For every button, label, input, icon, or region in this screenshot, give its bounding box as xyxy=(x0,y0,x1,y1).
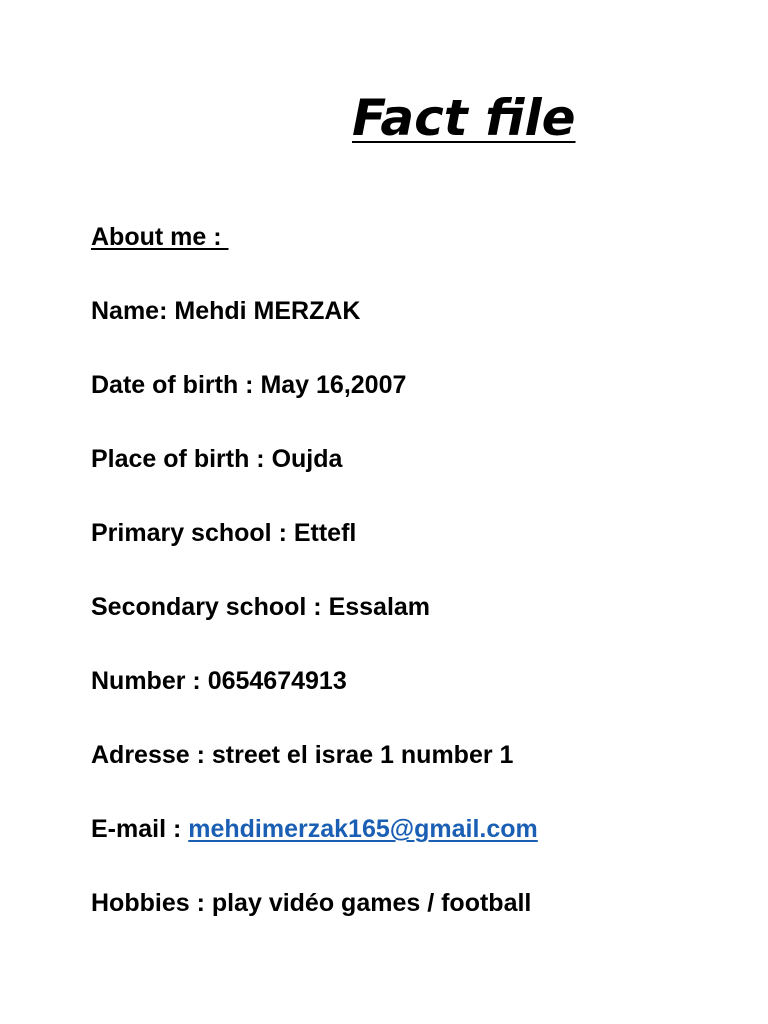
field-secondary-school-label: Secondary school : xyxy=(91,593,329,621)
field-hobbies-label: Hobbies : xyxy=(91,889,212,917)
field-place-of-birth xyxy=(91,442,342,476)
field-name-value: Mehdi MERZAK xyxy=(174,297,361,325)
field-secondary-school-value: Essalam xyxy=(328,593,431,621)
field-primary-school xyxy=(91,516,356,550)
field-name xyxy=(91,294,360,328)
field-email xyxy=(91,812,538,846)
field-name-label: Name: xyxy=(91,297,175,325)
field-email-label: E-mail : xyxy=(91,815,189,843)
field-place-of-birth-label: Place of birth : xyxy=(91,445,272,473)
field-hobbies-value: play vidéo games / football xyxy=(211,889,532,917)
email-link[interactable]: mehdimerzak165@gmail.com xyxy=(188,815,538,843)
field-secondary-school xyxy=(91,590,430,624)
section-heading-about-me: About me : xyxy=(91,223,229,251)
page-title: Fact file xyxy=(352,89,576,147)
field-number-label: Number : xyxy=(91,667,208,695)
field-address-value: street el israe 1 number 1 xyxy=(211,741,514,769)
field-place-of-birth-value: Oujda xyxy=(271,445,343,473)
field-address-label: Adresse : xyxy=(91,741,212,769)
field-number-value: 0654674913 xyxy=(207,667,347,695)
field-address xyxy=(91,738,513,772)
field-number xyxy=(91,664,347,698)
field-date-of-birth-label: Date of birth : xyxy=(91,371,261,399)
field-date-of-birth-value: May 16,2007 xyxy=(260,371,407,399)
field-primary-school-label: Primary school : xyxy=(91,519,294,547)
field-date-of-birth xyxy=(91,368,406,402)
field-primary-school-value: Ettefl xyxy=(293,519,357,547)
field-hobbies xyxy=(91,886,531,920)
